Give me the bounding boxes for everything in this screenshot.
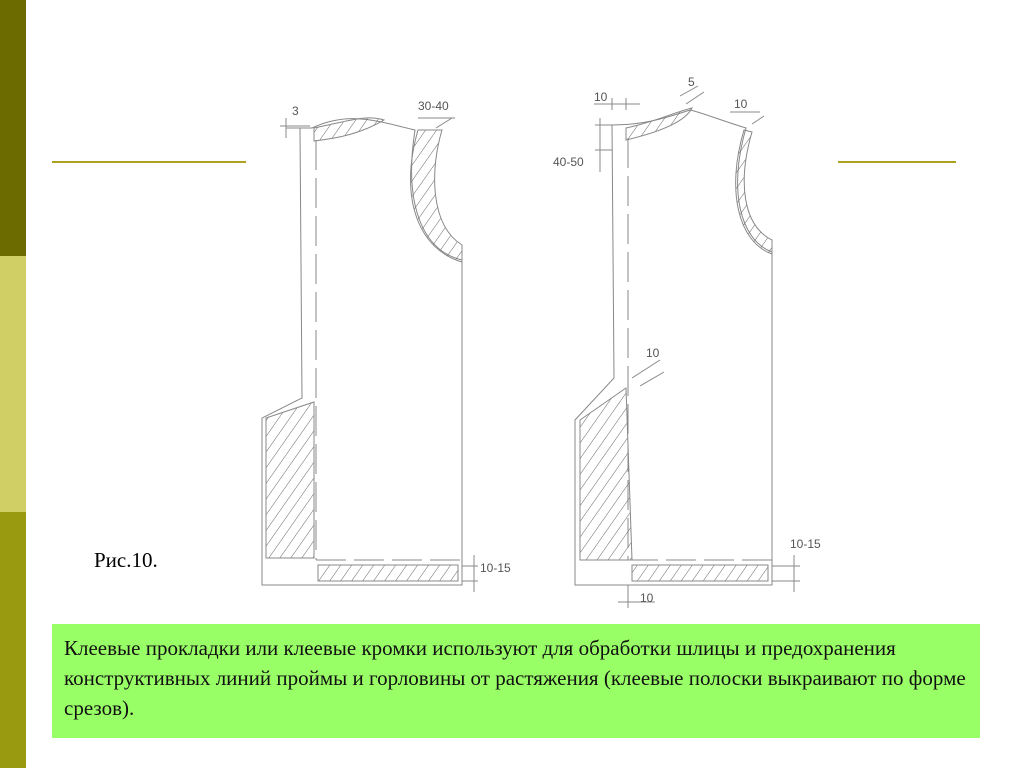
caption-box (52, 624, 980, 738)
right-dim-5: 5 (688, 75, 695, 89)
left-armhole-facing (411, 130, 462, 262)
figure-label: Рис.10. (94, 548, 158, 572)
right-dim-10-slit: 10 (646, 346, 660, 360)
right-pattern (575, 86, 800, 608)
left-dim-30-40: 30-40 (418, 99, 449, 113)
right-dim-10-bottom: 10 (640, 591, 654, 605)
right-hem-facing (632, 565, 768, 581)
left-pattern (262, 118, 478, 592)
caption-text: Клеевые прокладки или клеевые кромки используют для обработки шлицы и предохранения конструктивных линий проймы и горловины от растяжения (клеевые полоски выкраивают по форме срезов). (64, 636, 966, 720)
left-hem-facing (318, 565, 458, 581)
left-slit-facing (266, 402, 314, 558)
right-dim-10-15: 10-15 (790, 537, 821, 551)
right-slit-facing (580, 388, 632, 560)
right-dim-10-neck: 10 (594, 90, 608, 104)
left-dim-3: 3 (292, 104, 299, 118)
right-dim-10-armhole: 10 (734, 97, 748, 111)
left-neck-facing (314, 118, 384, 141)
right-armhole-facing (736, 130, 772, 254)
right-dim-40-50: 40-50 (553, 155, 584, 169)
left-dim-10-15: 10-15 (480, 561, 511, 575)
